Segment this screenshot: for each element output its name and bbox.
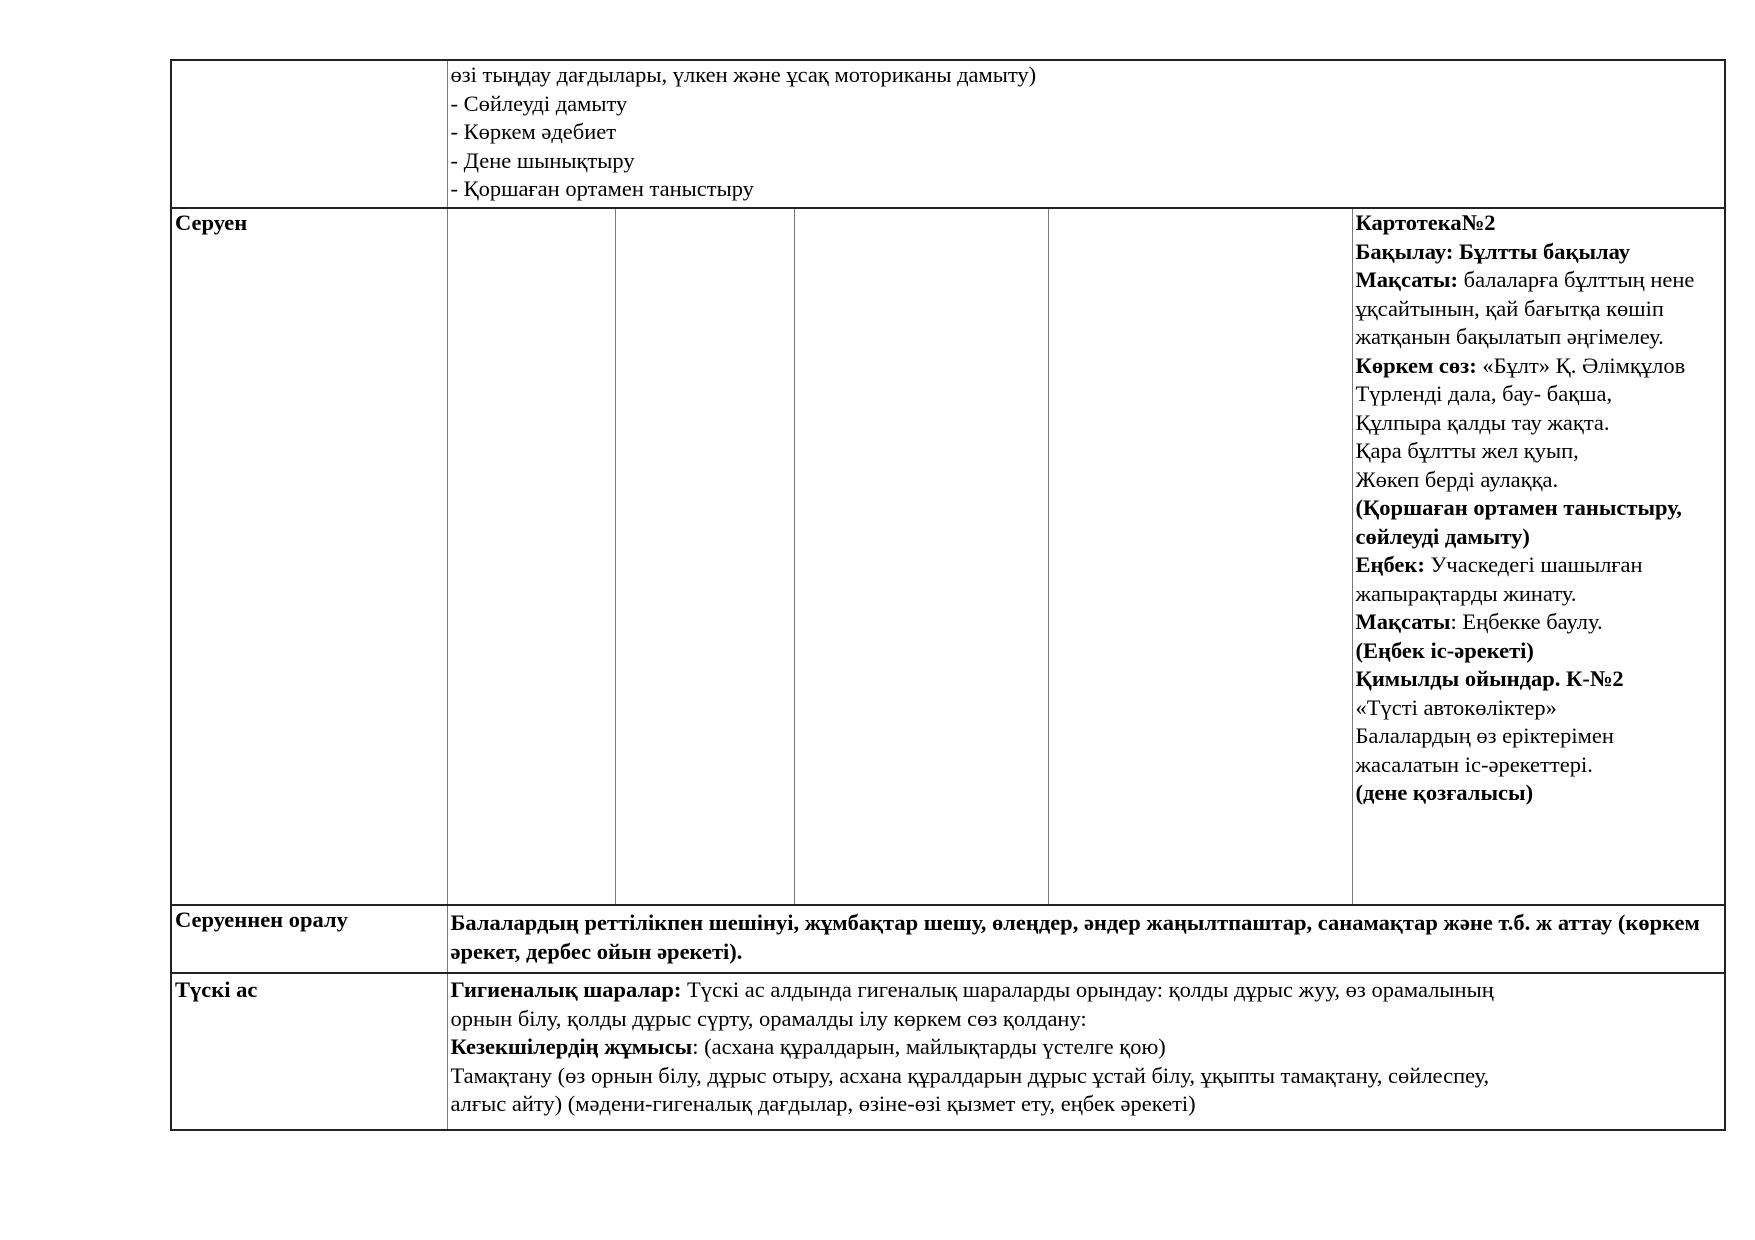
- eating-line: алғыс айту) (мәдени-гигеналық дағдылар, өзіне-өзі қызмет ету, еңбек әрекеті): [450, 1091, 1196, 1116]
- labor-text: Учаскедегі шашылған жапырақтарды жинату.: [1355, 552, 1643, 606]
- games-title: Қимылды ойындар. К-№2: [1355, 666, 1624, 691]
- labor-label: Еңбек:: [1355, 552, 1425, 577]
- goal2-label: Мақсаты: [1355, 609, 1451, 634]
- hygiene-continuation: орнын білу, қолды дұрыс сүрту, орамалды ілу көркем сөз қолдану:: [450, 1005, 1087, 1031]
- hygiene-text: Түскі ас алдында гигеналық шараларды орындау: қолды дұрыс жуу, өз орамалының: [681, 977, 1494, 1002]
- observation-title: Бақылау: Бұлтты бақылау: [1355, 238, 1631, 264]
- row-label: Серуеннен оралу: [171, 905, 447, 973]
- day-cell-5: [1352, 208, 1725, 905]
- goal2-paragraph: [1356, 608, 1722, 637]
- art-word-label: Көркем сөз:: [1355, 352, 1477, 378]
- list-item: өзі тыңдау дағдылары, үлкен және ұсақ моториканы дамыту): [450, 62, 1037, 87]
- game-name: «Түсті автокөліктер»: [1355, 694, 1557, 720]
- day-cell-3: [794, 208, 1048, 905]
- free-activity: Балалардың өз еріктерімен жасалатын іс-әрекеттері.: [1355, 723, 1614, 777]
- list-item: - Сөйлеуді дамыту: [450, 90, 628, 116]
- lunch-cell: [447, 973, 1725, 1130]
- day-cell-2: [615, 208, 794, 905]
- table-row-continuation: [171, 60, 1725, 208]
- continuation-cell: [447, 60, 1725, 208]
- day-cell-1: [447, 208, 615, 905]
- row-label-empty: [171, 60, 447, 208]
- goal-paragraph: [1356, 266, 1722, 352]
- duty-label: Кезекшілердің жұмысы: [450, 1034, 693, 1059]
- row-label: Серуен: [171, 208, 447, 905]
- daily-plan-table: [170, 59, 1726, 1131]
- labor-paragraph: [1356, 551, 1722, 608]
- poem-line: Түрленді дала, бау- бақша,: [1355, 381, 1613, 406]
- area-note: (Қоршаған ортамен таныстыру, сөйлеуді дамыту): [1355, 495, 1682, 549]
- poem-line: Қара бұлтты жел қуып,: [1355, 438, 1579, 463]
- eating-line: Тамақтану (өз орнын білу, дұрыс отыру, асхана құралдарын дұрыс ұстай білу, ұқыпты тамақтану, сөйлеспеу,: [450, 1062, 1490, 1088]
- goal-label: Мақсаты:: [1355, 267, 1458, 292]
- list-item: - Дене шынықтыру: [450, 147, 635, 173]
- area-note: (дене қозғалысы): [1355, 780, 1534, 805]
- duty-paragraph: [451, 1033, 1722, 1062]
- card-title: Картотека№2: [1355, 210, 1496, 235]
- poem-line: Құлпыра қалды тау жақта.: [1355, 409, 1610, 435]
- goal2-text: : Еңбекке баулу.: [1450, 609, 1603, 634]
- goal-text: балаларға бұлттың нене ұқсайтынын, қай бағытқа көшіп жатқанын бақылатып әңгімелеу.: [1355, 267, 1695, 349]
- hygiene-paragraph: [451, 976, 1722, 1005]
- list-item: - Қоршаған ортамен таныстыру: [450, 176, 754, 201]
- return-cell: Балалардың реттілікпен шешінуі, жұмбақтар шешу, өлеңдер, әндер жаңылтпаштар, санамақтар және т.б. ж аттау (көркем әрекет, дербес ойын әрекеті).: [447, 905, 1725, 973]
- row-label: Түскі ас: [171, 973, 447, 1130]
- table-row-return: [171, 905, 1725, 973]
- area-note: (Еңбек іс-әрекеті): [1355, 637, 1534, 663]
- poem-line: Жөкеп берді аулаққа.: [1355, 466, 1559, 492]
- art-word-text: «Бұлт» Қ. Әлімқұлов: [1476, 352, 1686, 378]
- table-row-lunch: [171, 973, 1725, 1130]
- table-row-walk: [171, 208, 1725, 905]
- hygiene-label: Гигиеналық шаралар:: [450, 977, 682, 1002]
- list-item: - Көркем әдебиет: [450, 119, 617, 144]
- day-cell-4: [1048, 208, 1352, 905]
- art-word-paragraph: [1356, 352, 1722, 381]
- duty-text: : (асхана құралдарын, майлықтарды үстелге қою): [692, 1034, 1166, 1059]
